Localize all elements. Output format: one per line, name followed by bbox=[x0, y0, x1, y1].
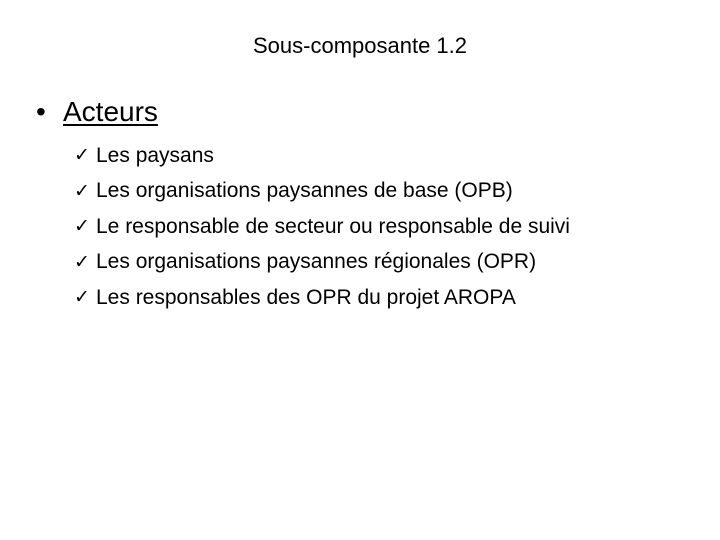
section-bullet bbox=[36, 94, 158, 130]
slide-title: Sous-composante 1.2 bbox=[252, 33, 468, 58]
list-item bbox=[74, 280, 570, 316]
list-item bbox=[74, 138, 570, 174]
checkmark-icon: ✓ bbox=[74, 144, 90, 167]
checkmark-icon: ✓ bbox=[74, 250, 90, 273]
list-item-label: Les organisations paysannes de base (OPB) bbox=[96, 179, 513, 203]
list-item bbox=[74, 209, 570, 245]
section-heading: Acteurs bbox=[63, 96, 158, 127]
list-item-label: Les organisations paysannes régionales (OPR) bbox=[96, 250, 537, 274]
actors-list bbox=[74, 138, 570, 316]
list-item bbox=[74, 174, 570, 210]
checkmark-icon: ✓ bbox=[74, 215, 90, 238]
list-item-label: Les paysans bbox=[96, 143, 214, 167]
list-item bbox=[74, 245, 570, 281]
checkmark-icon: ✓ bbox=[74, 179, 90, 202]
list-item-label: Le responsable de secteur ou responsable de suivi bbox=[96, 214, 570, 238]
list-item-label: Les responsables des OPR du projet AROPA bbox=[96, 285, 516, 309]
checkmark-icon: ✓ bbox=[74, 286, 90, 309]
bullet-dot: • bbox=[36, 96, 46, 127]
